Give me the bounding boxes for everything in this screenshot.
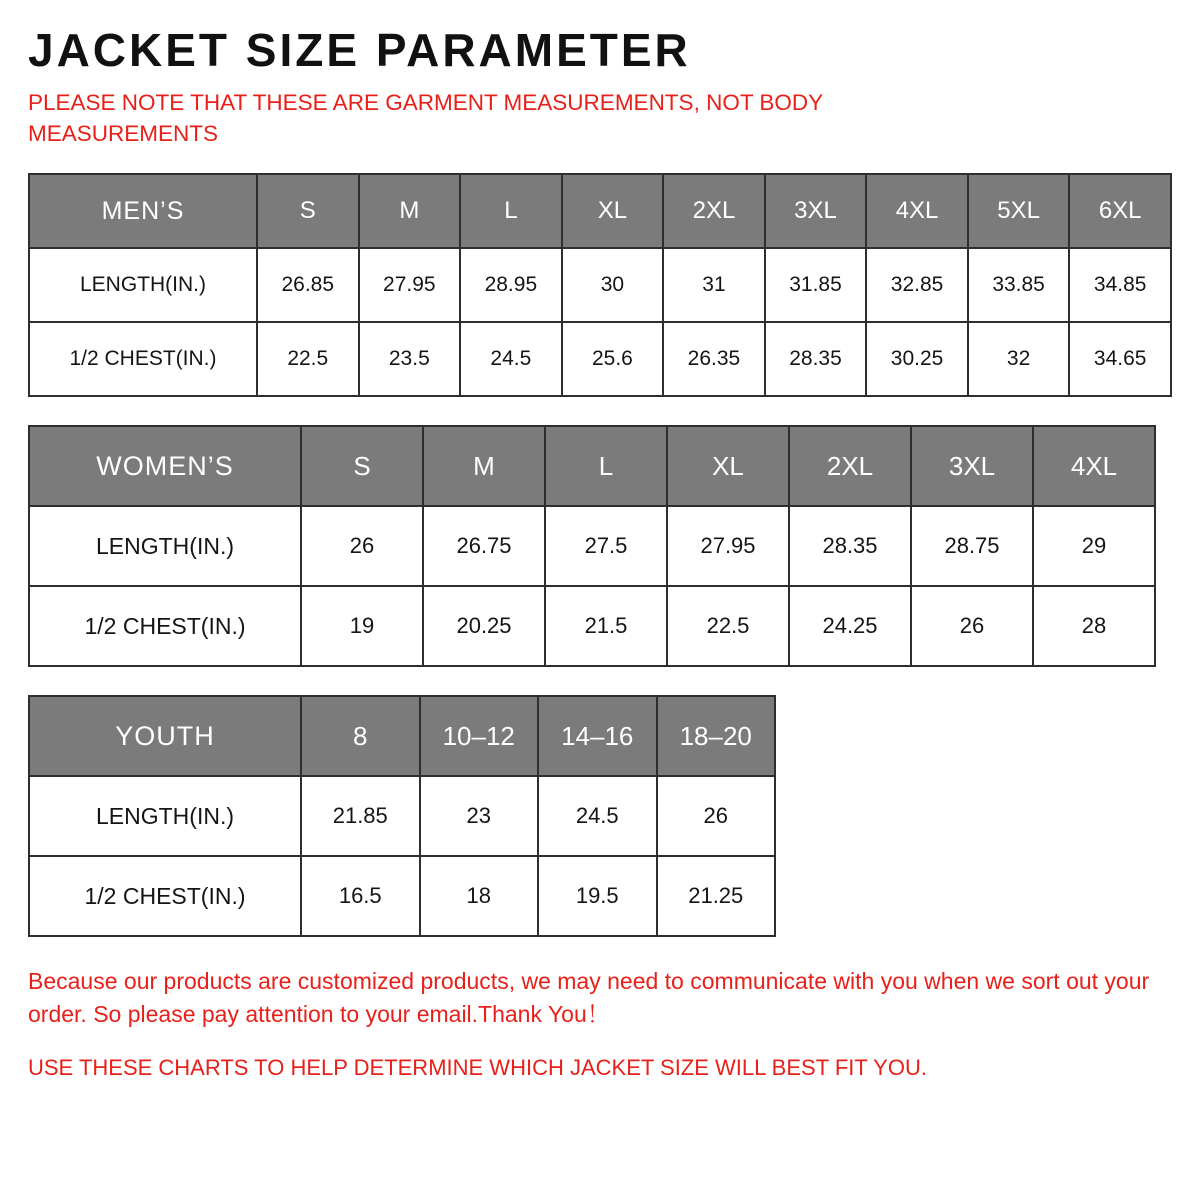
mens-size-m: M <box>359 174 461 248</box>
chart-usage-note: USE THESE CHARTS TO HELP DETERMINE WHICH JACKET SIZE WILL BEST FIT YOU. <box>28 1054 927 1080</box>
womens-size-l: L <box>545 426 667 506</box>
womens-chest-xl: 22.5 <box>667 586 789 666</box>
table-header-row <box>29 696 775 776</box>
mens-chest-s: 22.5 <box>257 322 359 396</box>
mens-length-5xl: 33.85 <box>968 248 1070 322</box>
mens-category-label: MEN’S <box>29 174 257 248</box>
youth-chest-8: 16.5 <box>301 856 420 936</box>
mens-length-xl: 30 <box>562 248 664 322</box>
womens-length-s: 26 <box>301 506 423 586</box>
youth-length-14-16: 24.5 <box>538 776 657 856</box>
womens-length-label: LENGTH(IN.) <box>29 506 301 586</box>
womens-size-2xl: 2XL <box>789 426 911 506</box>
youth-length-8: 21.85 <box>301 776 420 856</box>
mens-length-6xl: 34.85 <box>1069 248 1171 322</box>
mens-chest-m: 23.5 <box>359 322 461 396</box>
mens-length-m: 27.95 <box>359 248 461 322</box>
table-row <box>29 776 775 856</box>
table-header-row <box>29 426 1155 506</box>
mens-length-label: LENGTH(IN.) <box>29 248 257 322</box>
table-header-row <box>29 174 1171 248</box>
womens-size-xl: XL <box>667 426 789 506</box>
womens-chest-2xl: 24.25 <box>789 586 911 666</box>
womens-chest-3xl: 26 <box>911 586 1033 666</box>
mens-length-4xl: 32.85 <box>866 248 968 322</box>
mens-size-l: L <box>460 174 562 248</box>
womens-size-table <box>28 425 1156 667</box>
mens-size-2xl: 2XL <box>663 174 765 248</box>
page-title: JACKET SIZE PARAMETER <box>28 24 691 76</box>
youth-size-14-16: 14–16 <box>538 696 657 776</box>
table-row <box>29 506 1155 586</box>
mens-chest-5xl: 32 <box>968 322 1070 396</box>
womens-chest-4xl: 28 <box>1033 586 1155 666</box>
mens-chest-l: 24.5 <box>460 322 562 396</box>
womens-size-m: M <box>423 426 545 506</box>
mens-length-2xl: 31 <box>663 248 765 322</box>
mens-chest-2xl: 26.35 <box>663 322 765 396</box>
mens-size-6xl: 6XL <box>1069 174 1171 248</box>
youth-chest-18-20: 21.25 <box>657 856 776 936</box>
mens-chest-label: 1/2 CHEST(IN.) <box>29 322 257 396</box>
womens-size-4xl: 4XL <box>1033 426 1155 506</box>
mens-chest-3xl: 28.35 <box>765 322 867 396</box>
womens-chest-label: 1/2 CHEST(IN.) <box>29 586 301 666</box>
customization-note: Because our products are customized products, we may need to communicate with you when we sort out your order. So please pay attention to your email.Thank You！ <box>28 968 1150 1028</box>
mens-size-s: S <box>257 174 359 248</box>
footer-notes <box>28 965 1158 1084</box>
youth-chest-14-16: 19.5 <box>538 856 657 936</box>
womens-length-2xl: 28.35 <box>789 506 911 586</box>
womens-length-4xl: 29 <box>1033 506 1155 586</box>
table-row <box>29 248 1171 322</box>
mens-size-5xl: 5XL <box>968 174 1070 248</box>
table-row <box>29 586 1155 666</box>
youth-size-8: 8 <box>301 696 420 776</box>
garment-measurement-note: PLEASE NOTE THAT THESE ARE GARMENT MEASUREMENTS, NOT BODY MEASUREMENTS <box>28 90 823 146</box>
youth-chest-10-12: 18 <box>420 856 539 936</box>
womens-size-3xl: 3XL <box>911 426 1033 506</box>
youth-size-18-20: 18–20 <box>657 696 776 776</box>
youth-length-18-20: 26 <box>657 776 776 856</box>
womens-length-xl: 27.95 <box>667 506 789 586</box>
womens-chest-l: 21.5 <box>545 586 667 666</box>
mens-size-table <box>28 173 1172 397</box>
womens-size-s: S <box>301 426 423 506</box>
youth-length-10-12: 23 <box>420 776 539 856</box>
table-row <box>29 322 1171 396</box>
mens-size-4xl: 4XL <box>866 174 968 248</box>
womens-chest-m: 20.25 <box>423 586 545 666</box>
table-row <box>29 856 775 936</box>
womens-length-m: 26.75 <box>423 506 545 586</box>
youth-chest-label: 1/2 CHEST(IN.) <box>29 856 301 936</box>
mens-chest-xl: 25.6 <box>562 322 664 396</box>
mens-length-3xl: 31.85 <box>765 248 867 322</box>
mens-length-l: 28.95 <box>460 248 562 322</box>
mens-size-3xl: 3XL <box>765 174 867 248</box>
womens-length-3xl: 28.75 <box>911 506 1033 586</box>
youth-length-label: LENGTH(IN.) <box>29 776 301 856</box>
mens-chest-4xl: 30.25 <box>866 322 968 396</box>
mens-chest-6xl: 34.65 <box>1069 322 1171 396</box>
youth-size-10-12: 10–12 <box>420 696 539 776</box>
mens-length-s: 26.85 <box>257 248 359 322</box>
youth-size-table <box>28 695 776 937</box>
womens-length-l: 27.5 <box>545 506 667 586</box>
womens-chest-s: 19 <box>301 586 423 666</box>
womens-category-label: WOMEN’S <box>29 426 301 506</box>
youth-category-label: YOUTH <box>29 696 301 776</box>
mens-size-xl: XL <box>562 174 664 248</box>
